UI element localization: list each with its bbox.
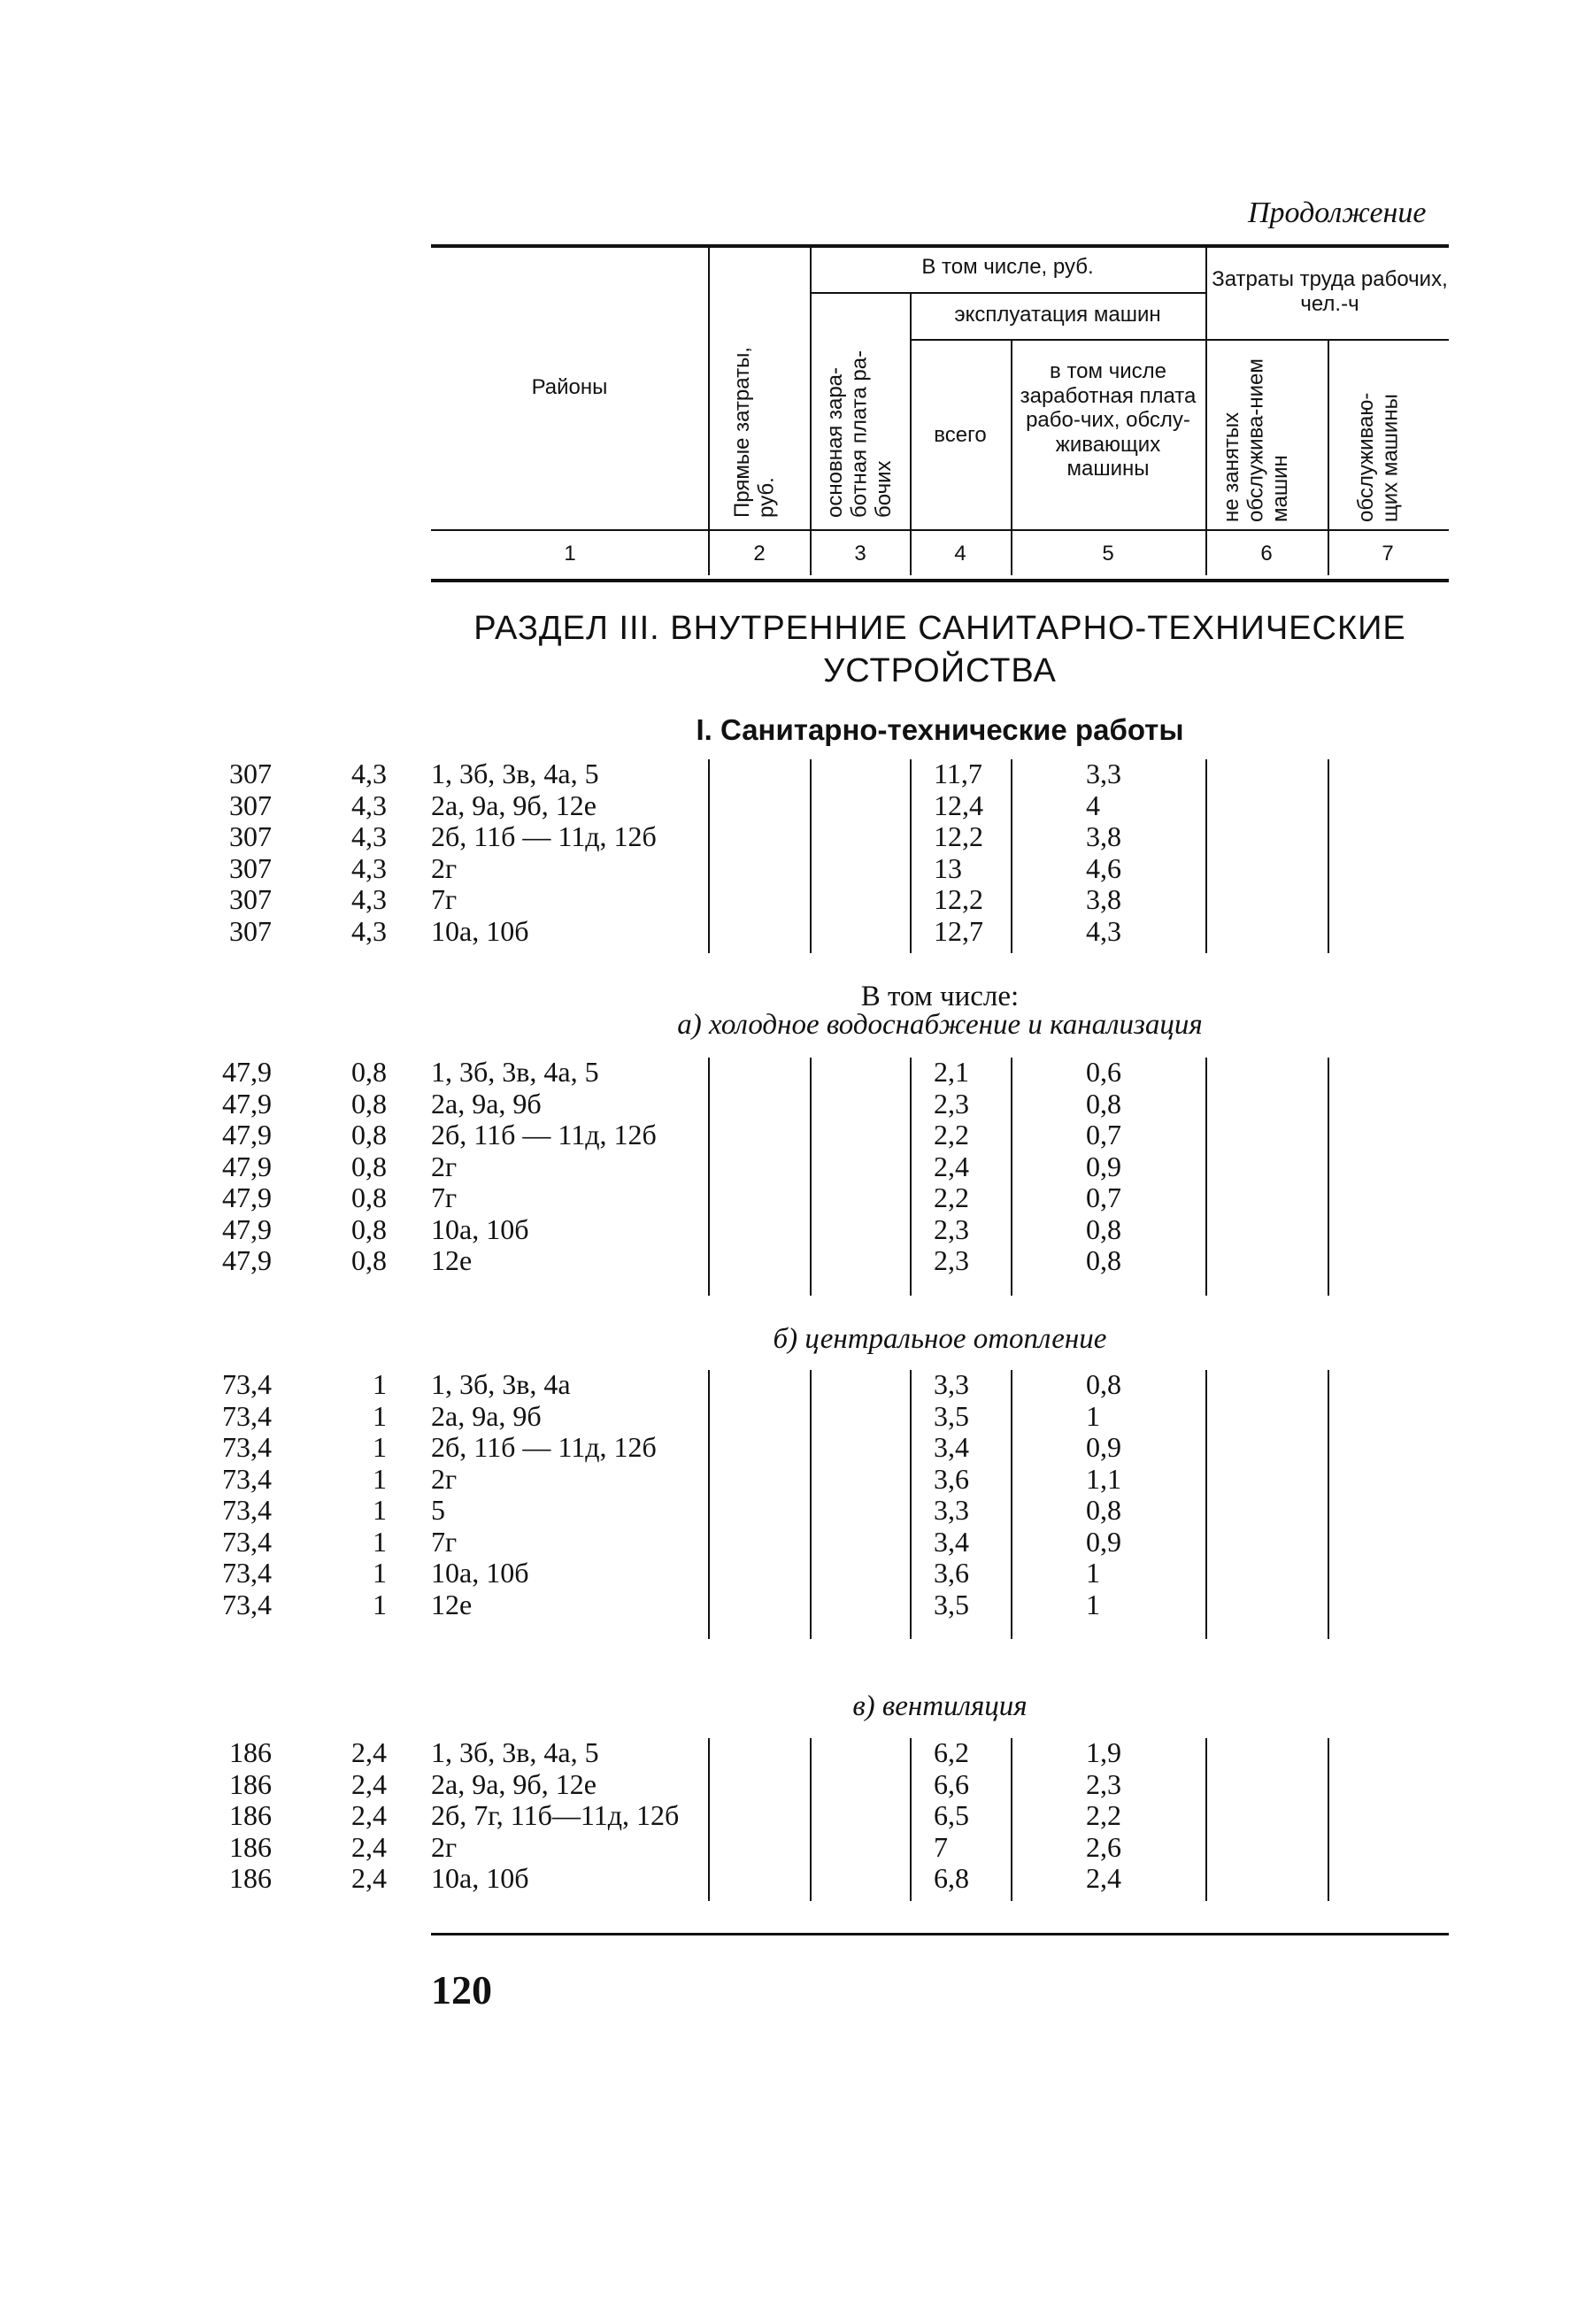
value-cell-col4: 2,2 xyxy=(934,1119,969,1150)
table-bottom-rule xyxy=(431,1933,1449,1935)
value-cell-col5: 0,8 xyxy=(1086,1212,1121,1245)
section-title-line1: РАЗДЕЛ III. ВНУТРЕННИЕ САНИТАРНО-ТЕХНИЧЕСКИЕ xyxy=(473,610,1406,647)
value-cell-col7: 0,8 xyxy=(351,1181,387,1213)
region-cell: 12е xyxy=(431,1244,473,1276)
value-cell-col6: 73,4 xyxy=(222,1494,272,1526)
value-cell-col6: 73,4 xyxy=(222,1462,272,1495)
value-cell-col4: 3,3 xyxy=(934,1494,969,1526)
value-cell-col5: 1,1 xyxy=(1086,1462,1121,1495)
column-separator xyxy=(1011,1058,1012,1296)
column-separator xyxy=(708,759,710,953)
header-total: всего xyxy=(934,423,987,447)
value-cell-col7: 0,8 xyxy=(351,1119,387,1150)
column-number-3: 3 xyxy=(854,542,866,566)
continuation-label: Продолжение xyxy=(1248,196,1427,229)
value-cell-col4: 3,3 xyxy=(934,1368,969,1400)
value-cell-col7: 4,3 xyxy=(351,914,387,947)
header-vline-2 xyxy=(810,248,812,575)
value-cell-col4: 2,3 xyxy=(934,1212,969,1245)
header-including-rub: В том числе, руб. xyxy=(921,255,1094,279)
value-cell-col6: 186 xyxy=(229,1799,272,1831)
value-cell-col6: 73,4 xyxy=(222,1368,272,1400)
value-cell-col6: 307 xyxy=(229,914,272,947)
column-separator xyxy=(910,1058,912,1296)
header-vline-5 xyxy=(1205,248,1207,575)
value-cell-col4: 2,3 xyxy=(934,1244,969,1276)
value-cell-col4: 6,6 xyxy=(934,1767,969,1800)
value-cell-col6: 47,9 xyxy=(222,1181,272,1213)
header-hline-labor xyxy=(1205,339,1449,341)
value-cell-col6: 73,4 xyxy=(222,1431,272,1463)
column-number-1: 1 xyxy=(564,542,576,566)
value-cell-col4: 6,8 xyxy=(934,1862,969,1894)
header-hline-machines xyxy=(910,339,1205,341)
region-cell: 2б, 7г, 11б—11д, 12б xyxy=(431,1799,680,1831)
column-separator xyxy=(810,759,812,953)
region-cell: 10а, 10б xyxy=(431,1212,529,1245)
region-cell: 2г xyxy=(431,1462,458,1495)
value-cell-col7: 0,8 xyxy=(351,1056,387,1088)
region-cell: 7г xyxy=(431,883,458,915)
value-cell-col5: 0,8 xyxy=(1086,1087,1121,1120)
value-cell-col5: 4,6 xyxy=(1086,851,1121,884)
value-cell-col6: 47,9 xyxy=(222,1119,272,1150)
value-cell-col6: 47,9 xyxy=(222,1244,272,1276)
region-cell: 2а, 9а, 9б xyxy=(431,1399,542,1432)
value-cell-col5: 1 xyxy=(1086,1557,1100,1589)
subsection-title: I. Санитарно-технические работы xyxy=(696,713,1184,746)
header-vline-4 xyxy=(1011,341,1012,575)
value-cell-col5: 0,7 xyxy=(1086,1181,1121,1213)
value-cell-col5: 0,8 xyxy=(1086,1494,1121,1526)
value-cell-col7: 1 xyxy=(373,1525,387,1558)
value-cell-col5: 3,3 xyxy=(1086,758,1121,789)
column-separator xyxy=(1011,1738,1012,1901)
value-cell-col7: 0,8 xyxy=(351,1212,387,1245)
value-cell-col7: 0,8 xyxy=(351,1087,387,1120)
region-cell: 2б, 11б — 11д, 12б xyxy=(431,820,657,852)
column-number-6: 6 xyxy=(1260,542,1273,566)
group-heating-title: б) центральное отопление xyxy=(773,1323,1107,1355)
column-number-2: 2 xyxy=(753,542,766,566)
header-servicing: обслуживаю-щих машины xyxy=(1354,392,1403,522)
region-cell: 7г xyxy=(431,1525,458,1558)
column-separator xyxy=(1328,1370,1329,1639)
value-cell-col5: 0,7 xyxy=(1086,1119,1121,1150)
region-cell: 2б, 11б — 11д, 12б xyxy=(431,1431,657,1463)
column-separator xyxy=(1205,759,1207,953)
column-separator xyxy=(1205,1738,1207,1901)
value-cell-col6: 73,4 xyxy=(222,1557,272,1589)
column-separator xyxy=(708,1370,710,1639)
region-cell: 2а, 9а, 9б xyxy=(431,1087,542,1120)
value-cell-col7: 1 xyxy=(373,1368,387,1400)
header-regions: Районы xyxy=(531,375,608,399)
value-cell-col6: 73,4 xyxy=(222,1525,272,1558)
value-cell-col5: 0,8 xyxy=(1086,1368,1121,1400)
column-separator xyxy=(910,759,912,953)
page-number: 120 xyxy=(431,1967,492,2012)
value-cell-col4: 6,5 xyxy=(934,1799,969,1831)
value-cell-col4: 3,4 xyxy=(934,1431,969,1463)
value-cell-col5: 0,9 xyxy=(1086,1431,1121,1463)
value-cell-col5: 1,9 xyxy=(1086,1736,1121,1768)
value-cell-col6: 186 xyxy=(229,1862,272,1894)
header-incl-wages: в том числе заработная плата рабо-чих, обслу-живающих машины xyxy=(1020,359,1197,481)
column-separator xyxy=(1328,759,1329,953)
value-cell-col5: 2,3 xyxy=(1086,1767,1121,1800)
value-cell-col5: 0,9 xyxy=(1086,1525,1121,1558)
column-number-5: 5 xyxy=(1102,542,1114,566)
value-cell-col7: 1 xyxy=(373,1462,387,1495)
value-cell-col4: 12,7 xyxy=(934,914,983,947)
region-cell: 1, 3б, 3в, 4а, 5 xyxy=(431,1056,599,1088)
value-cell-col6: 47,9 xyxy=(222,1056,272,1088)
value-cell-col5: 0,6 xyxy=(1086,1056,1121,1088)
value-cell-col6: 307 xyxy=(229,820,272,852)
column-separator xyxy=(910,1370,912,1639)
value-cell-col7: 1 xyxy=(373,1399,387,1432)
colnum-bottom-rule xyxy=(431,579,1449,582)
value-cell-col4: 6,2 xyxy=(934,1736,969,1768)
value-cell-col4: 3,5 xyxy=(934,1399,969,1432)
header-not-servicing: не занятых обслужива-нием машин xyxy=(1220,358,1293,522)
header-base-wages: основная зара-ботная плата ра-бочих xyxy=(823,350,897,518)
header-direct-costs: Прямые затраты, руб. xyxy=(730,347,779,518)
value-cell-col4: 3,5 xyxy=(934,1588,969,1620)
column-separator xyxy=(1328,1738,1329,1901)
column-separator xyxy=(1205,1370,1207,1639)
value-cell-col5: 0,8 xyxy=(1086,1244,1121,1276)
region-cell: 5 xyxy=(431,1494,445,1526)
value-cell-col6: 73,4 xyxy=(222,1399,272,1432)
value-cell-col4: 2,4 xyxy=(934,1150,969,1182)
value-cell-col7: 1 xyxy=(373,1588,387,1620)
value-cell-col4: 12,2 xyxy=(934,883,983,915)
value-cell-col6: 307 xyxy=(229,758,272,789)
column-separator xyxy=(1328,1058,1329,1296)
header-vline-1 xyxy=(708,248,710,575)
value-cell-col5: 2,2 xyxy=(1086,1799,1121,1831)
column-separator xyxy=(910,1738,912,1901)
value-cell-col4: 12,2 xyxy=(934,820,983,852)
group-ventilation-title: в) вентиляция xyxy=(852,1690,1028,1722)
value-cell-col5: 4 xyxy=(1086,789,1100,821)
header-top-rule xyxy=(431,244,1449,248)
value-cell-col4: 12,4 xyxy=(934,789,983,821)
column-separator xyxy=(1011,1370,1012,1639)
value-cell-col4: 2,3 xyxy=(934,1087,969,1120)
value-cell-col7: 4,3 xyxy=(351,789,387,821)
value-cell-col6: 186 xyxy=(229,1736,272,1768)
column-separator xyxy=(1205,1058,1207,1296)
value-cell-col5: 2,4 xyxy=(1086,1862,1121,1894)
region-cell: 12е xyxy=(431,1588,473,1620)
header-vline-6 xyxy=(1328,341,1329,575)
value-cell-col6: 186 xyxy=(229,1767,272,1800)
value-cell-col5: 1 xyxy=(1086,1399,1100,1432)
region-cell: 2г xyxy=(431,1830,458,1863)
column-separator xyxy=(810,1738,812,1901)
header-hline-incl xyxy=(810,292,1205,294)
value-cell-col5: 0,9 xyxy=(1086,1150,1121,1182)
value-cell-col4: 7 xyxy=(934,1830,948,1863)
value-cell-col4: 3,4 xyxy=(934,1525,969,1558)
value-cell-col6: 307 xyxy=(229,789,272,821)
value-cell-col4: 2,2 xyxy=(934,1181,969,1213)
value-cell-col7: 2,4 xyxy=(351,1830,387,1863)
value-cell-col7: 2,4 xyxy=(351,1862,387,1894)
region-cell: 10а, 10б xyxy=(431,1862,529,1894)
region-cell: 1, 3б, 3в, 4а xyxy=(431,1368,571,1400)
value-cell-col7: 4,3 xyxy=(351,851,387,884)
column-number-7: 7 xyxy=(1382,542,1394,566)
value-cell-col7: 4,3 xyxy=(351,820,387,852)
value-cell-col7: 4,3 xyxy=(351,758,387,789)
value-cell-col7: 1 xyxy=(373,1431,387,1463)
value-cell-col6: 73,4 xyxy=(222,1588,272,1620)
value-cell-col5: 3,8 xyxy=(1086,883,1121,915)
value-cell-col6: 186 xyxy=(229,1830,272,1863)
value-cell-col7: 1 xyxy=(373,1557,387,1589)
value-cell-col5: 1 xyxy=(1086,1588,1100,1620)
value-cell-col6: 307 xyxy=(229,851,272,884)
header-machine-operation: эксплуатация машин xyxy=(954,303,1161,327)
value-cell-col6: 47,9 xyxy=(222,1212,272,1245)
value-cell-col4: 11,7 xyxy=(934,758,982,789)
region-cell: 2г xyxy=(431,1150,458,1182)
region-cell: 2г xyxy=(431,851,458,884)
value-cell-col4: 2,1 xyxy=(934,1056,969,1088)
value-cell-col5: 3,8 xyxy=(1086,820,1121,852)
column-separator xyxy=(1011,759,1012,953)
column-separator xyxy=(810,1058,812,1296)
region-cell: 1, 3б, 3в, 4а, 5 xyxy=(431,1736,599,1768)
region-cell: 1, 3б, 3в, 4а, 5 xyxy=(431,758,599,789)
section-title-line2: УСТРОЙСТВА xyxy=(823,652,1057,689)
value-cell-col7: 4,3 xyxy=(351,883,387,915)
value-cell-col7: 0,8 xyxy=(351,1244,387,1276)
group-cold-water-title: а) холодное водоснабжение и канализация xyxy=(677,1009,1203,1041)
column-separator xyxy=(708,1738,710,1901)
header-bottom-rule xyxy=(431,529,1449,531)
value-cell-col5: 2,6 xyxy=(1086,1830,1121,1863)
including-label: В том числе: xyxy=(860,981,1020,1012)
column-number-4: 4 xyxy=(954,542,966,566)
value-cell-col7: 2,4 xyxy=(351,1767,387,1800)
region-cell: 10а, 10б xyxy=(431,914,529,947)
column-separator xyxy=(810,1370,812,1639)
value-cell-col4: 3,6 xyxy=(934,1557,969,1589)
value-cell-col6: 47,9 xyxy=(222,1087,272,1120)
header-labor-costs: Затраты труда рабочих, чел.-ч xyxy=(1212,267,1448,316)
region-cell: 7г xyxy=(431,1181,458,1213)
value-cell-col5: 4,3 xyxy=(1086,914,1121,947)
value-cell-col7: 1 xyxy=(373,1494,387,1526)
value-cell-col6: 307 xyxy=(229,883,272,915)
region-cell: 2а, 9а, 9б, 12е xyxy=(431,789,597,821)
value-cell-col7: 2,4 xyxy=(351,1799,387,1831)
region-cell: 2а, 9а, 9б, 12е xyxy=(431,1767,597,1800)
value-cell-col4: 3,6 xyxy=(934,1462,969,1495)
region-cell: 10а, 10б xyxy=(431,1557,529,1589)
value-cell-col6: 47,9 xyxy=(222,1150,272,1182)
value-cell-col7: 0,8 xyxy=(351,1150,387,1182)
region-cell: 2б, 11б — 11д, 12б xyxy=(431,1119,657,1150)
column-separator xyxy=(708,1058,710,1296)
value-cell-col4: 13 xyxy=(934,851,962,884)
value-cell-col7: 2,4 xyxy=(351,1736,387,1768)
